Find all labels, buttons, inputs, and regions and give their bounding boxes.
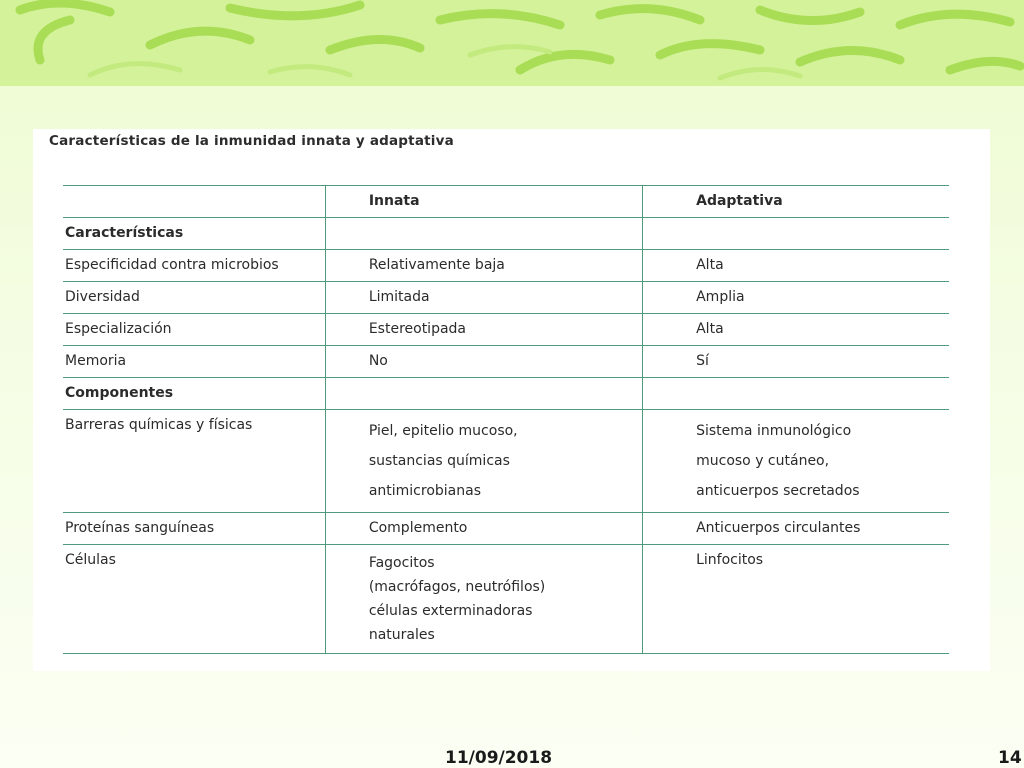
decorative-banner: [0, 0, 1024, 86]
slide-date: 11/09/2018: [445, 748, 553, 768]
table-row: [63, 282, 949, 314]
row-label: Barreras químicas y físicas: [63, 410, 325, 513]
empty-cell: [325, 378, 642, 410]
table-row: [63, 250, 949, 282]
innata-cell: Complemento: [325, 513, 642, 545]
row-label: Diversidad: [63, 282, 325, 314]
table-row: [63, 410, 949, 513]
adaptativa-cell: Sí: [643, 346, 949, 378]
section-label: Características: [63, 218, 325, 250]
row-label: Proteínas sanguíneas: [63, 513, 325, 545]
header-adaptativa: Adaptativa: [643, 186, 949, 218]
adaptativa-cell: Linfocitos: [643, 545, 949, 654]
table-figure: [33, 129, 990, 671]
section-label: Componentes: [63, 378, 325, 410]
cell-line: células exterminadoras: [368, 603, 533, 619]
cell-line: Fagocitos: [368, 555, 435, 571]
empty-cell: [643, 218, 949, 250]
empty-cell: [643, 378, 949, 410]
table-header-row: [63, 186, 949, 218]
header-empty: [63, 186, 325, 218]
row-label: Memoria: [63, 346, 325, 378]
row-label: Especialización: [63, 314, 325, 346]
innata-cell: Limitada: [325, 282, 642, 314]
table-row: [63, 314, 949, 346]
cell-line: Sistema inmunológico: [696, 423, 852, 439]
innata-cell: [325, 410, 642, 513]
slide-page-number: 14: [998, 748, 1022, 768]
wave-pattern: [0, 0, 1024, 86]
table-row: [63, 513, 949, 545]
header-innata: Innata: [325, 186, 642, 218]
adaptativa-cell: Anticuerpos circulantes: [643, 513, 949, 545]
cell-line: sustancias químicas: [368, 453, 510, 469]
innata-cell: Estereotipada: [325, 314, 642, 346]
cell-line: mucoso y cutáneo,: [696, 453, 830, 469]
row-label: Células: [63, 545, 325, 654]
adaptativa-cell: Amplia: [643, 282, 949, 314]
cell-line: anticuerpos secretados: [696, 483, 860, 499]
innata-cell: No: [325, 346, 642, 378]
cell-line: Piel, epitelio mucoso,: [368, 423, 518, 439]
table-row: [63, 545, 949, 654]
empty-cell: [325, 218, 642, 250]
table-row: [63, 346, 949, 378]
adaptativa-cell: Alta: [643, 314, 949, 346]
row-label: Especificidad contra microbios: [63, 250, 325, 282]
cell-line: naturales: [368, 627, 435, 643]
adaptativa-cell: Alta: [643, 250, 949, 282]
innata-cell: [325, 545, 642, 654]
comparison-table: [63, 185, 949, 654]
cell-line: (macrófagos, neutrófilos): [368, 579, 546, 595]
section-row-componentes: [63, 378, 949, 410]
section-row-caracteristicas: [63, 218, 949, 250]
cell-line: antimicrobianas: [368, 483, 481, 499]
table-title: Características de la inmunidad innata y adaptativa: [49, 133, 454, 149]
adaptativa-cell: [643, 410, 949, 513]
innata-cell: Relativamente baja: [325, 250, 642, 282]
